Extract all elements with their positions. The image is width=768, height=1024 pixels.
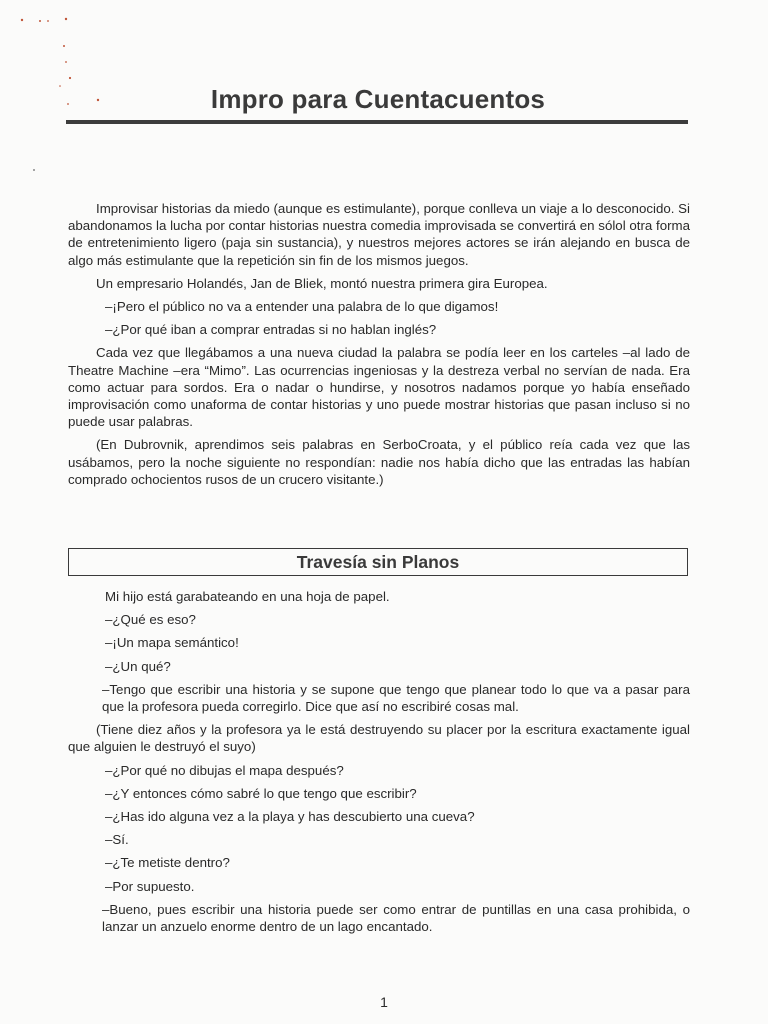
dialogue-line: –Tengo que escribir una historia y se supone que tengo que planear todo lo que va a pasar para que la profesora pueda corregirlo. Dice que así no escribiré cosas mal.: [102, 681, 690, 715]
intro-paragraph: Improvisar historias da miedo (aunque es estimulante), porque conlleva un viaje a lo desconocido. Si abandonamos la lucha por contar historias nuestra comedia improvisada se convertirá en sólol otra forma de entretenimiento ligero (paja sin sustancia), y nuestros mejores actores se irán alejando en busca de algo más estimulante que la repetición sin fin de los mismos juegos.: [68, 201, 690, 268]
section-paragraph: (Tiene diez años y la profesora ya le está destruyendo su placer por la escritura exactamente igual que alguien le destruyó el suyo): [68, 722, 690, 755]
title-underline: [66, 120, 688, 124]
section-body: [68, 588, 690, 941]
dialogue-line: –Por supuesto.: [105, 878, 195, 894]
dialogue-line: –¿Por qué iban a comprar entradas si no hablan inglés?: [105, 322, 437, 338]
dialogue-line: –¿Un qué?: [105, 658, 171, 674]
page-number: 1: [380, 994, 388, 1010]
section-heading-box: [68, 548, 688, 576]
page-title: Impro para Cuentacuentos: [210, 84, 546, 114]
dialogue-line: –Bueno, pues escribir una historia puede ser como entrar de puntillas en una casa prohibida, o lanzar un anzuelo enorme dentro de un lago encantado.: [102, 901, 690, 935]
section-heading: Travesía sin Planos: [296, 552, 460, 572]
dialogue-line: –¿Has ido alguna vez a la playa y has descubierto una cueva?: [105, 809, 475, 825]
intro-paragraph: (En Dubrovnik, aprendimos seis palabras en SerboCroata, y el público reía cada vez que las usábamos, pero la noche siguiente no respondían: nadie nos había dicho que las entradas las habían comprado ochocientos rusos de un crucero visitante.): [68, 437, 690, 487]
dialogue-line: –¿Por qué no dibujas el mapa después?: [105, 762, 344, 778]
dialogue-line: –¿Y entonces cómo sabré lo que tengo que escribir?: [105, 785, 417, 801]
section-paragraph: Mi hijo está garabateando en una hoja de papel.: [105, 589, 390, 604]
dialogue-line: –Sí.: [105, 832, 129, 848]
intro-section: [68, 200, 690, 494]
dialogue-line: –¡Pero el público no va a entender una palabra de lo que digamos!: [105, 299, 499, 315]
dialogue-line: –¿Qué es eso?: [105, 612, 196, 628]
dialogue-line: –¿Te metiste dentro?: [105, 855, 230, 871]
intro-paragraph: Un empresario Holandés, Jan de Bliek, montó nuestra primera gira Europea.: [96, 275, 548, 291]
dialogue-line: –¡Un mapa semántico!: [105, 635, 239, 651]
intro-paragraph: Cada vez que llegábamos a una nueva ciudad la palabra se podía leer en los carteles –al lado de Theatre Machine –era “Mimo”. Las ocurrencias ingeniosas y la destreza verbal no servían de nada. Era como actuar para sordos. Era o nadar o hundirse, y nosotros nadamos porque yo había enseñado improvisación como unaforma de contar historias y uno puede mostrar historias que pasan incluso si no puede usar palabras.: [68, 345, 690, 430]
